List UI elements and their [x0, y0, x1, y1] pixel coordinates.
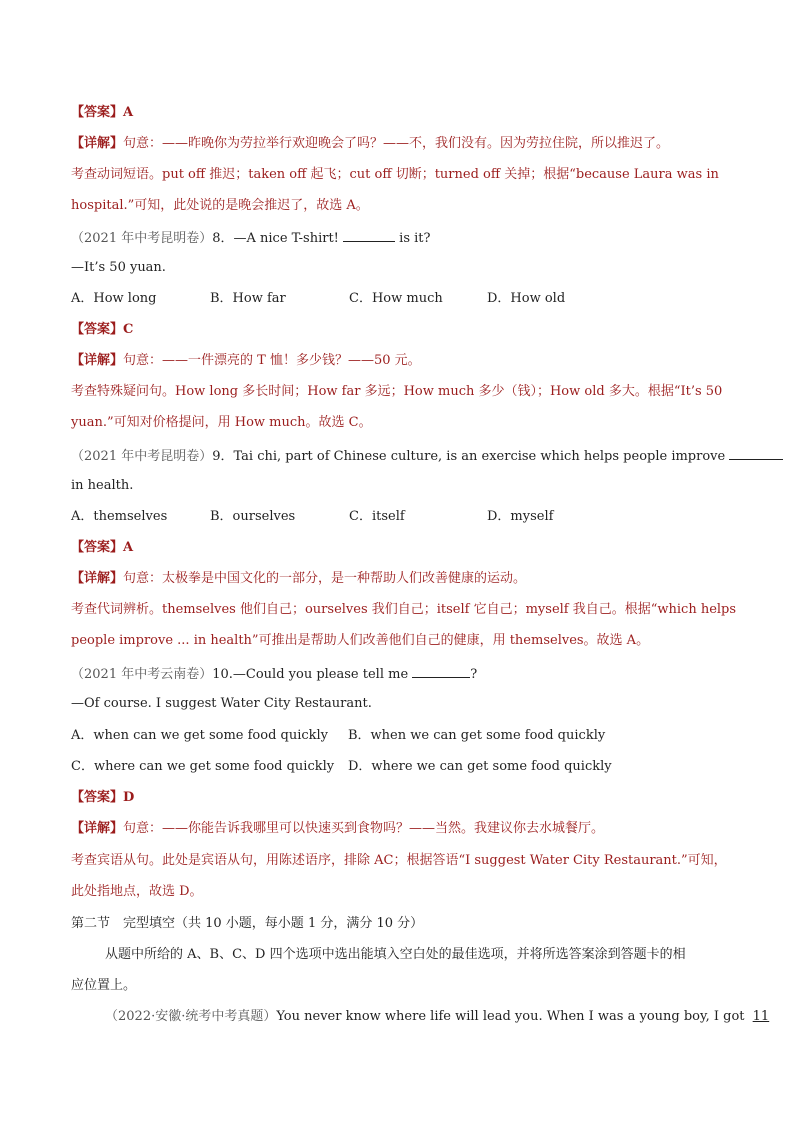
question-source: （2021 年中考昆明卷）: [71, 449, 213, 464]
question-source: （2021 年中考昆明卷）: [71, 231, 213, 246]
q7-detail-line-1: [71, 134, 669, 154]
q9-detail-line-2: 考查代词辨析。themselves 他们自己；ourselves 我们自己；itself 它自己；myself 我自己。根据“which helps: [71, 602, 737, 617]
question-source: （2021 年中考云南卷）: [71, 667, 213, 682]
q9-stem-line-2: in health.: [71, 478, 134, 493]
q10-detail-line-2: 考查宾语从句。此处是宾语从句，用陈述语序，排除 AC；根据答语“I suggest Water City Restaurant.”可知，: [71, 853, 727, 868]
q7-answer-line: [71, 103, 133, 123]
q9-stem: [71, 445, 783, 467]
answer-blank: [343, 227, 395, 242]
answer-value: A: [123, 540, 134, 555]
q10-detail-line-1: [71, 819, 604, 839]
section-instruction-line-2: 应位置上。: [71, 978, 137, 993]
q9-option-c: C．itself: [349, 509, 405, 524]
section-heading: 第二节 完型填空（共 10 小题，每小题 1 分，满分 10 分）: [71, 916, 424, 931]
detail-label: 【详解】: [71, 821, 124, 836]
answer-label: 【答案】: [71, 790, 124, 805]
stem-text: 9．Tai chi, part of Chinese culture, is an exercise which helps people improve: [212, 449, 730, 464]
answer-label: 【答案】: [71, 105, 124, 120]
stem-end: ?: [470, 667, 478, 682]
passage-source: （2022·安徽·统考中考真题）: [105, 1009, 277, 1024]
passage-text: You never know where life will lead you. When I was a young boy, I got: [276, 1009, 749, 1024]
q10-detail-line-3: 此处指地点，故选 D。: [71, 884, 203, 899]
q9-detail-line-1: [71, 569, 526, 589]
q9-answer-line: [71, 538, 133, 558]
q10-stem: [71, 663, 477, 685]
answer-label: 【答案】: [71, 322, 124, 337]
detail-text: 句意：——昨晚你为劳拉举行欢迎晚会了吗？——不，我们没有。因为劳拉住院，所以推迟了。: [123, 136, 670, 151]
answer-blank: [729, 445, 783, 460]
q10-option-a: A．when can we get some food quickly: [71, 728, 329, 743]
q8-detail-line-3: yuan.”可知对价格提问，用 How much。故选 C。: [71, 415, 372, 430]
detail-text: 句意：太极拳是中国文化的一部分，是一种帮助人们改善健康的运动。: [123, 571, 527, 586]
q9-option-b: B．ourselves: [210, 509, 296, 524]
stem-end: is it?: [395, 231, 431, 246]
q8-option-c: C．How much: [349, 291, 443, 306]
q8-reply: —It’s 50 yuan.: [71, 260, 166, 275]
answer-value: C: [123, 322, 134, 337]
passage-first-line: [105, 1007, 773, 1027]
stem-text: 10.—Could you please tell me: [212, 667, 413, 682]
q10-reply: —Of course. I suggest Water City Restaurant.: [71, 696, 372, 711]
q10-answer-line: [71, 788, 134, 808]
answer-blank: [412, 663, 470, 678]
q7-detail-line-2: 考查动词短语。put off 推迟；taken off 起飞；cut off 切断；turned off 关掉；根据“because Laura was in: [71, 167, 719, 182]
q10-option-c: C．where can we get some food quickly: [71, 759, 335, 774]
q8-option-b: B．How far: [210, 291, 286, 306]
answer-value: A: [123, 105, 134, 120]
q9-option-d: D．myself: [487, 509, 554, 524]
q8-answer-line: [71, 320, 133, 340]
q8-stem: [71, 227, 431, 249]
q8-option-d: D．How old: [487, 291, 566, 306]
detail-label: 【详解】: [71, 353, 124, 368]
blank-number: 11: [752, 1009, 770, 1024]
stem-text: 8．—A nice T-shirt!: [212, 231, 344, 246]
q10-option-d: D．where we can get some food quickly: [348, 759, 612, 774]
q9-detail-line-3: people improve ... in health”可推出是帮助人们改善他们自己的健康，用 themselves。故选 A。: [71, 633, 650, 648]
detail-text: 句意：——一件漂亮的 T 恤！多少钱？——50 元。: [123, 353, 421, 368]
detail-text: 句意：——你能告诉我哪里可以快速买到食物吗？——当然。我建议你去水城餐厅。: [123, 821, 605, 836]
section-instruction-line-1: 从题中所给的 A、B、C、D 四个选项中选出能填入空白处的最佳选项，并将所选答案涂到答题卡的相: [105, 947, 686, 962]
detail-label: 【详解】: [71, 571, 124, 586]
q7-detail-line-3: hospital.”可知，此处说的是晚会推迟了，故选 A。: [71, 198, 369, 213]
q10-option-b: B．when we can get some food quickly: [348, 728, 606, 743]
q9-option-a: A．themselves: [71, 509, 168, 524]
q8-option-a: A．How long: [71, 291, 157, 306]
q8-detail-line-1: [71, 351, 421, 371]
answer-label: 【答案】: [71, 540, 124, 555]
detail-label: 【详解】: [71, 136, 124, 151]
answer-value: D: [123, 790, 135, 805]
q8-detail-line-2: 考查特殊疑问句。How long 多长时间；How far 多远；How much 多少（钱）；How old 多大。根据“It’s 50: [71, 384, 723, 399]
